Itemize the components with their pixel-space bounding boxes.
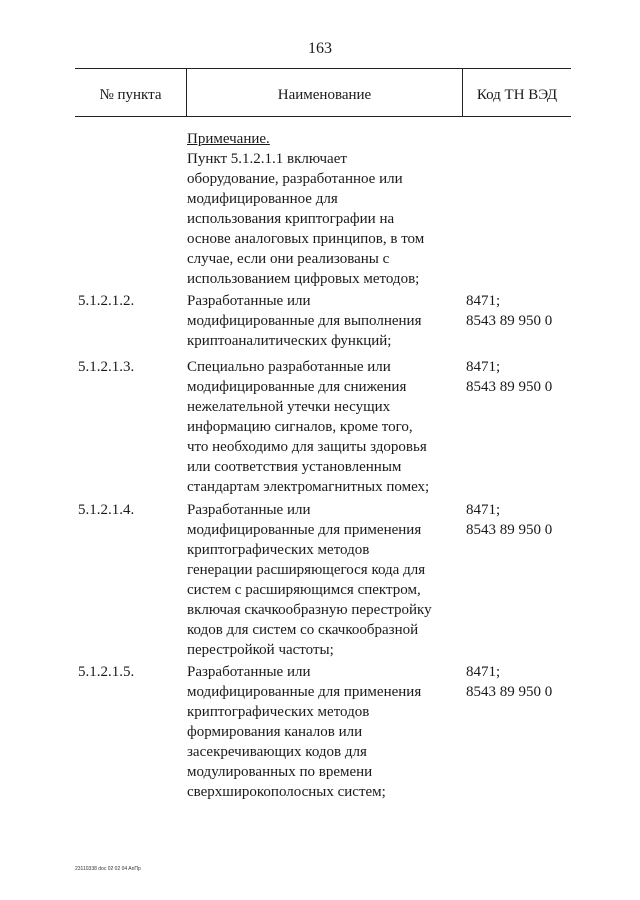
row-name-line: криптоаналитических функций; <box>187 333 392 349</box>
row-name <box>187 291 457 351</box>
note-line: основе аналоговых принципов, в том <box>187 231 425 247</box>
document-footer-code: 23110338 doc 02 02 04 AnПр <box>75 866 141 872</box>
row-name-line: криптографических методов <box>187 542 370 558</box>
row-name-line: стандартам электромагнитных помех; <box>187 479 430 495</box>
row-name <box>187 500 457 660</box>
row-code-line: 8471; <box>466 293 501 309</box>
row-name <box>187 662 457 802</box>
row-code-line: 8471; <box>466 359 501 375</box>
row-code <box>466 357 586 397</box>
row-code-line: 8543 89 950 0 <box>466 313 553 329</box>
row-name-line: модифицированные для применения <box>187 684 422 700</box>
row-name-line: перестройкой частоты; <box>187 642 334 658</box>
row-code-line: 8471; <box>466 502 501 518</box>
row-name-line: генерации расширяющегося кода для <box>187 562 426 578</box>
header-number: № пункта <box>99 87 162 103</box>
header-code: Код ТН ВЭД <box>476 87 558 103</box>
row-name-line: Разработанные или <box>187 664 311 680</box>
row-name-line: сверхширокополосных систем; <box>187 784 386 800</box>
row-name-line: модифицированные для применения <box>187 522 422 538</box>
row-code-line: 8543 89 950 0 <box>466 379 553 395</box>
row-name-line: Специально разработанные или <box>187 359 391 375</box>
row-code <box>466 291 586 331</box>
row-name-line: систем с расширяющимся спектром, <box>187 582 421 598</box>
row-name-line: формирования каналов или <box>187 724 363 740</box>
note-line: использованием цифровых методов; <box>187 271 420 287</box>
row-code-line: 8543 89 950 0 <box>466 684 553 700</box>
row-name-line: засекречивающих кодов для <box>187 744 367 760</box>
note-line: оборудование, разработанное или <box>187 171 403 187</box>
row-name-line: что необходимо для защиты здоровья <box>187 439 427 455</box>
row-name <box>187 357 457 497</box>
note-line: модифицированное для <box>187 191 338 207</box>
page-number: 163 <box>308 40 332 57</box>
row-name-line: модифицированные для снижения <box>187 379 407 395</box>
header-top-rule <box>75 68 571 69</box>
row-number: 5.1.2.1.2. <box>78 293 135 309</box>
row-number: 5.1.2.1.5. <box>78 664 135 680</box>
row-name-line: включая скачкообразную перестройку <box>187 602 432 618</box>
row-code-line: 8543 89 950 0 <box>466 522 553 538</box>
note-block <box>187 129 457 289</box>
row-code-line: 8471; <box>466 664 501 680</box>
row-name-line: Разработанные или <box>187 293 311 309</box>
note-title: Примечание. <box>187 131 270 147</box>
row-name-line: или соответствия установленным <box>187 459 402 475</box>
row-number: 5.1.2.1.4. <box>78 502 135 518</box>
note-line: использования криптографии на <box>187 211 395 227</box>
note-line: Пункт 5.1.2.1.1 включает <box>187 151 347 167</box>
row-name-line: кодов для систем со скачкообразной <box>187 622 419 638</box>
header-name: Наименование <box>277 87 372 103</box>
row-number: 5.1.2.1.3. <box>78 359 135 375</box>
row-name-line: информацию сигналов, кроме того, <box>187 419 413 435</box>
row-name-line: Разработанные или <box>187 502 311 518</box>
row-name-line: модифицированные для выполнения <box>187 313 422 329</box>
row-name-line: криптографических методов <box>187 704 370 720</box>
note-line: случае, если они реализованы с <box>187 251 390 267</box>
row-code <box>466 500 586 540</box>
header-bottom-rule <box>75 116 571 117</box>
row-name-line: модулированных по времени <box>187 764 373 780</box>
row-code <box>466 662 586 702</box>
row-name-line: нежелательной утечки несущих <box>187 399 391 415</box>
